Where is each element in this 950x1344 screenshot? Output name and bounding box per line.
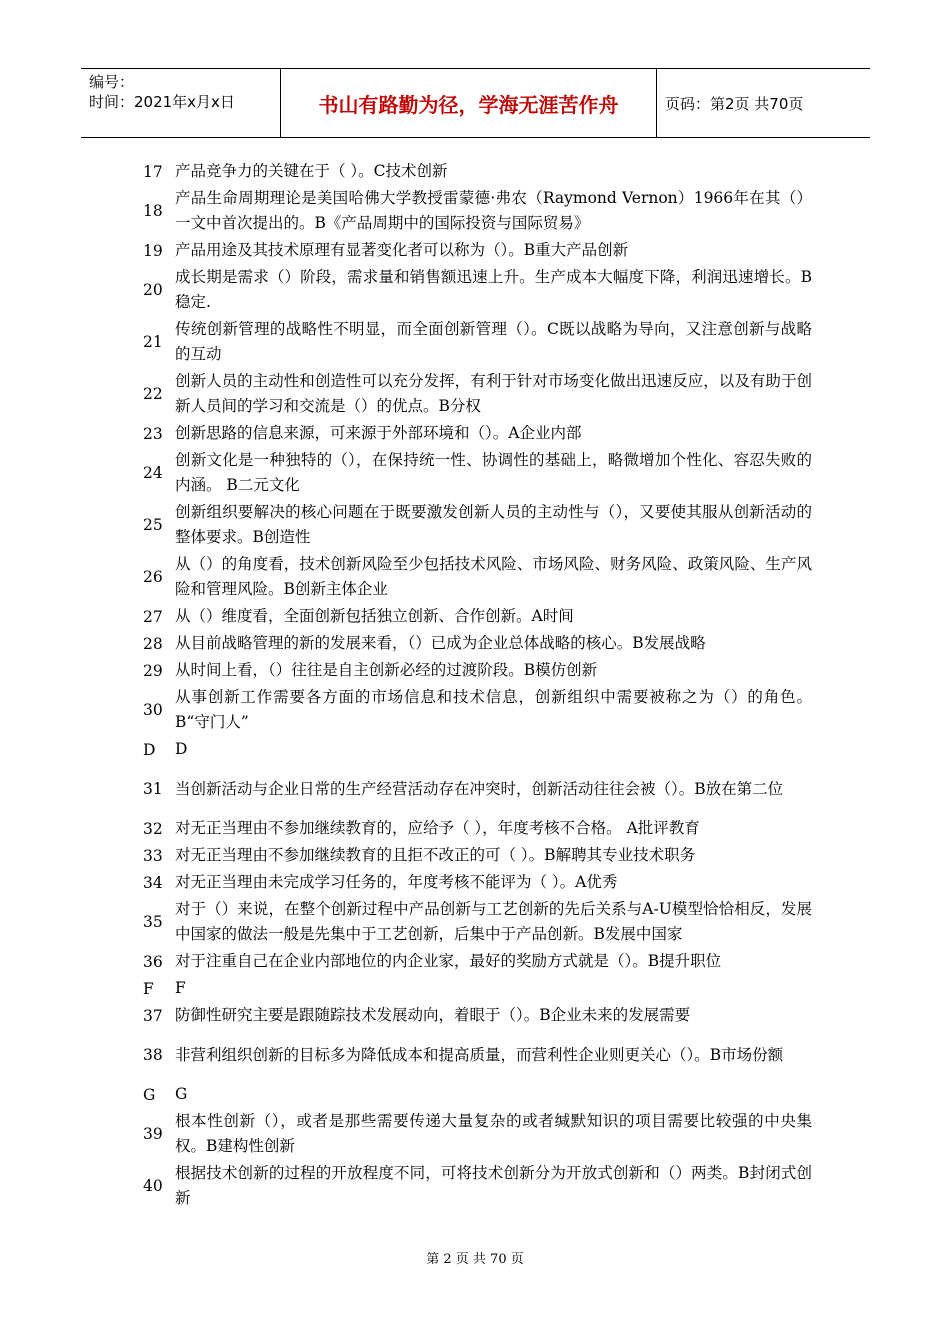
question-text: 从事创新工作需要各方面的市场信息和技术信息，创新组织中需要被称之为（）的角色。 B“守门人” [175, 688, 812, 731]
question-text: 对于注重自己在企业内部地位的内企业家，最好的奖励方式就是（）。B提升职位 [175, 952, 722, 970]
question-text: 当创新活动与企业日常的生产经营活动存在冲突时，创新活动往往会被（）。B放在第二位 [175, 779, 784, 798]
question-number: 39 [143, 1125, 163, 1143]
question-number: 33 [143, 846, 163, 865]
question-list [140, 158, 812, 1212]
question-row [140, 896, 812, 948]
question-text: 创新思路的信息来源，可来源于外部环境和（）。A企业内部 [175, 424, 582, 442]
question-text: 创新人员的主动性和创造性可以充分发挥，有利于针对市场变化做出迅速反应，以及有助于创新人员间的学习和交流是（）的优点。B分权 [175, 372, 812, 415]
question-row [140, 237, 812, 264]
question-text: 从（）维度看，全面创新包括独立创新、合作创新。A时间 [175, 607, 574, 625]
question-text: 创新组织要解决的核心问题在于既要激发创新人员的主动性与（），又要使其服从创新活动的整体要求。B创造性 [175, 503, 812, 546]
question-row [140, 815, 812, 842]
question-number: 24 [143, 464, 163, 482]
question-row [140, 1029, 812, 1081]
question-row [140, 158, 812, 185]
question-row [140, 1108, 812, 1160]
question-text: 对无正当理由不参加继续教育的，应给予（ ），年度考核不合格。 A批评教育 [175, 819, 700, 837]
question-row [140, 1002, 812, 1029]
question-number: 40 [143, 1177, 163, 1195]
question-row [140, 368, 812, 420]
question-text: 传统创新管理的战略性不明显，而全面创新管理（）。C既以战略为导向，又注意创新与战略的互动 [175, 320, 812, 363]
question-row [140, 420, 812, 447]
question-number: 23 [143, 424, 163, 443]
question-row [140, 684, 812, 736]
question-text: 非营利组织创新的目标多为降低成本和提高质量，而营利性企业则更关心（）。B市场份额 [175, 1045, 784, 1064]
question-text: D [175, 740, 188, 758]
question-row [140, 1081, 812, 1108]
question-number: G [143, 1085, 156, 1104]
question-number: 17 [143, 162, 163, 181]
question-row [140, 603, 812, 630]
question-row [140, 869, 812, 896]
question-number: 36 [143, 952, 163, 971]
header-motto: 书山有路勤为径，学海无涯苦作舟 [281, 69, 657, 137]
question-text: 成长期是需求（）阶段，需求量和销售额迅速上升。生产成本大幅度下降，利润迅速增长。B稳定. [175, 268, 812, 311]
question-text: 产品生命周期理论是美国哈佛大学教授雷蒙德·弗农（Raymond Vernon）1966年在其（）一文中首次提出的。B《产品周期中的国际投资与国际贸易》 [175, 189, 812, 232]
question-text: G [175, 1085, 188, 1103]
question-number: 29 [143, 661, 163, 680]
question-row [140, 657, 812, 684]
question-number: 25 [143, 516, 163, 534]
question-text: 产品竞争力的关键在于（ ）。C技术创新 [175, 162, 448, 180]
question-row [140, 763, 812, 815]
question-row [140, 447, 812, 499]
question-number: 34 [143, 873, 163, 892]
header-number-label: 编号： [89, 73, 135, 91]
question-row [140, 630, 812, 657]
question-row [140, 499, 812, 551]
question-text: 防御性研究主要是跟随踪技术发展动向，着眼于（）。B企业未来的发展需要 [175, 1006, 691, 1024]
question-text: 对无正当理由不参加继续教育的且拒不改正的可（ ）。B解聘其专业技术职务 [175, 846, 696, 864]
question-text: 根据技术创新的过程的开放程度不同，可将技术创新分为开放式创新和（）两类。B封闭式创新 [175, 1164, 812, 1207]
question-text: 根本性创新（），或者是那些需要传递大量复杂的或者缄默知识的项目需要比较强的中央集权。B建构性创新 [175, 1112, 812, 1155]
question-number: 38 [143, 1046, 163, 1064]
header-page-info: 页码：第2页 共70页 [665, 94, 804, 113]
question-number: 20 [143, 281, 163, 299]
question-number: 32 [143, 819, 163, 838]
question-number: 27 [143, 607, 163, 626]
question-row [140, 1160, 812, 1212]
page-footer: 第 2 页 共 70 页 [426, 1252, 524, 1267]
question-text: F [175, 979, 186, 997]
question-text: 从（）的角度看，技术创新风险至少包括技术风险、市场风险、财务风险、政策风险、生产风险和管理风险。B创新主体企业 [175, 555, 812, 598]
question-number: 28 [143, 634, 163, 653]
question-row [140, 842, 812, 869]
question-row [140, 551, 812, 603]
question-text: 产品用途及其技术原理有显著变化者可以称为（）。B重大产品创新 [175, 241, 629, 259]
question-number: 18 [143, 202, 163, 220]
header-date-label: 时间：2021年x月x日 [89, 93, 235, 111]
question-row [140, 736, 812, 763]
question-number: F [143, 979, 154, 998]
question-number: 35 [143, 913, 163, 931]
question-number: D [143, 740, 156, 759]
question-text: 创新文化是一种独特的（），在保持统一性、协调性的基础上，略微增加个性化、容忍失败的内涵。 B二元文化 [175, 451, 812, 494]
header-meta [81, 69, 281, 137]
question-number: 26 [143, 568, 163, 586]
question-number: 21 [143, 333, 163, 351]
question-number: 31 [143, 780, 163, 798]
question-number: 19 [143, 241, 163, 260]
question-row [140, 975, 812, 1002]
question-text: 从时间上看，（）往往是自主创新必经的过渡阶段。B模仿创新 [175, 661, 598, 679]
question-number: 22 [143, 385, 163, 403]
question-text: 从目前战略管理的新的发展来看，（）已成为企业总体战略的核心。B发展战略 [175, 634, 706, 652]
page-header [81, 68, 870, 138]
question-number: 37 [143, 1006, 163, 1025]
question-text: 对无正当理由未完成学习任务的，年度考核不能评为（ ）。A优秀 [175, 873, 618, 891]
question-row [140, 316, 812, 368]
question-text: 对于（）来说，在整个创新过程中产品创新与工艺创新的先后关系与A-U模型恰恰相反，发展中国家的做法一般是先集中于工艺创新，后集中于产品创新。B发展中国家 [175, 900, 812, 943]
question-number: 30 [143, 701, 163, 719]
question-row [140, 185, 812, 237]
question-row [140, 264, 812, 316]
question-row [140, 948, 812, 975]
